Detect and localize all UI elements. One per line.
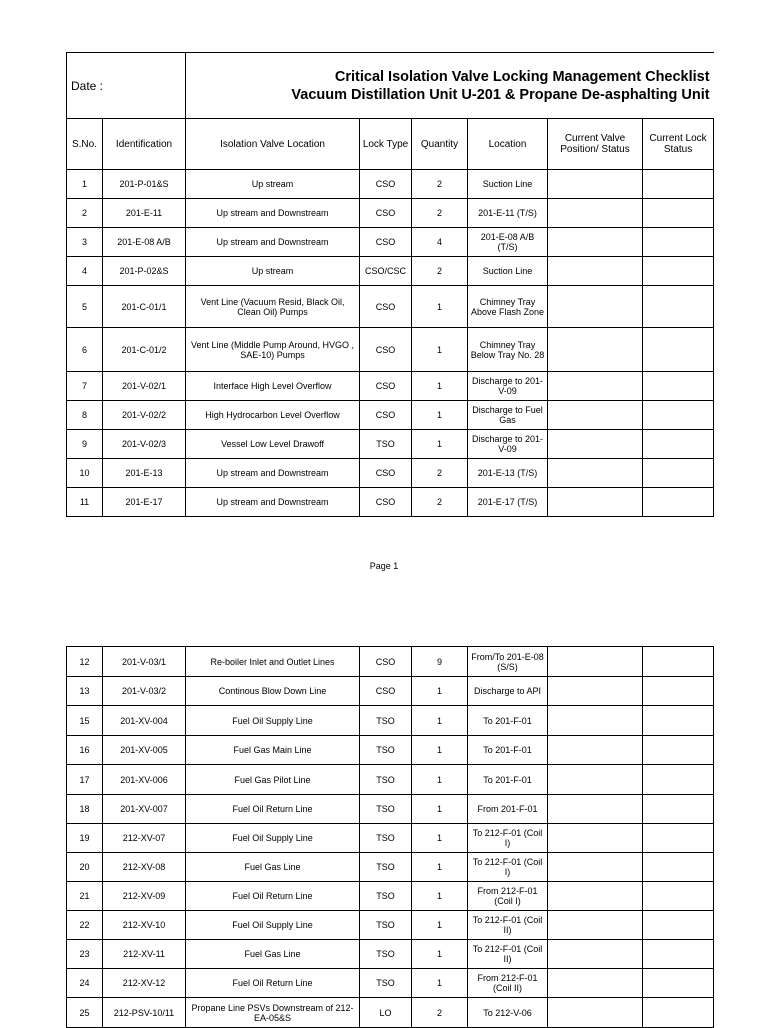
cell-sno: 16 [67, 736, 103, 765]
table-row [67, 824, 714, 853]
cell-location: Suction Line [468, 170, 548, 199]
cell-valve-position-status[interactable] [548, 736, 643, 765]
cell-identification: 212-XV-10 [103, 911, 186, 940]
table-row [67, 488, 714, 517]
cell-lock-type: TSO [360, 736, 412, 765]
cell-sno: 3 [67, 228, 103, 257]
cell-identification: 201-C-01/2 [103, 328, 186, 372]
page-1-sheet [66, 52, 714, 517]
table-row [67, 736, 714, 765]
date-label: Date : [67, 53, 186, 119]
cell-quantity: 1 [412, 911, 468, 940]
cell-lock-status[interactable] [643, 328, 714, 372]
cell-lock-type: TSO [360, 706, 412, 736]
table-row [67, 795, 714, 824]
cell-sno: 2 [67, 199, 103, 228]
cell-valve-position-status[interactable] [548, 328, 643, 372]
cell-lock-status[interactable] [643, 677, 714, 706]
table-row [67, 286, 714, 328]
cell-location: Suction Line [468, 257, 548, 286]
cell-location: Discharge to Fuel Gas [468, 401, 548, 430]
cell-location: Discharge to 201-V-09 [468, 372, 548, 401]
table-row [67, 372, 714, 401]
cell-valve-location: Fuel Gas Line [186, 853, 360, 882]
cell-quantity: 1 [412, 706, 468, 736]
cell-sno: 11 [67, 488, 103, 517]
cell-location: To 201-F-01 [468, 765, 548, 795]
cell-valve-location: Vent Line (Vacuum Resid, Black Oil, Clean Oil) Pumps [186, 286, 360, 328]
cell-quantity: 2 [412, 488, 468, 517]
cell-sno: 21 [67, 882, 103, 911]
column-header: Current Valve Position/ Status [548, 119, 643, 170]
table-row [67, 677, 714, 706]
table-row [67, 647, 714, 677]
table-row [67, 853, 714, 882]
cell-valve-location: Fuel Oil Return Line [186, 882, 360, 911]
checklist-title [186, 53, 714, 119]
table-row [67, 228, 714, 257]
cell-location: To 201-F-01 [468, 736, 548, 765]
table-row [67, 170, 714, 199]
cell-valve-position-status[interactable] [548, 706, 643, 736]
cell-sno: 17 [67, 765, 103, 795]
cell-lock-status[interactable] [643, 882, 714, 911]
cell-lock-status[interactable] [643, 824, 714, 853]
column-header: Lock Type [360, 119, 412, 170]
cell-valve-position-status[interactable] [548, 969, 643, 998]
column-header: Quantity [412, 119, 468, 170]
cell-sno: 25 [67, 998, 103, 1028]
column-header-row [67, 119, 714, 170]
cell-valve-position-status[interactable] [548, 488, 643, 517]
title-line-1: Critical Isolation Valve Locking Management Checklist [334, 68, 710, 85]
column-header: Location [468, 119, 548, 170]
cell-lock-type: TSO [360, 765, 412, 795]
cell-sno: 19 [67, 824, 103, 853]
cell-valve-position-status[interactable] [548, 459, 643, 488]
column-header: S.No. [67, 119, 103, 170]
cell-location: To 212-V-06 [468, 998, 548, 1028]
cell-lock-type: CSO [360, 228, 412, 257]
cell-location: To 212-F-01 (Coil I) [468, 824, 548, 853]
cell-lock-status[interactable] [643, 911, 714, 940]
cell-identification: 201-E-08 A/B [103, 228, 186, 257]
cell-valve-location: Fuel Oil Supply Line [186, 824, 360, 853]
cell-identification: 201-V-02/2 [103, 401, 186, 430]
cell-lock-type: CSO [360, 401, 412, 430]
cell-lock-type: TSO [360, 911, 412, 940]
cell-quantity: 1 [412, 286, 468, 328]
cell-quantity: 1 [412, 969, 468, 998]
cell-sno: 6 [67, 328, 103, 372]
cell-sno: 23 [67, 940, 103, 969]
cell-lock-status[interactable] [643, 795, 714, 824]
cell-lock-type: CSO [360, 677, 412, 706]
cell-valve-location: Up stream and Downstream [186, 459, 360, 488]
cell-valve-location: Up stream and Downstream [186, 228, 360, 257]
cell-identification: 201-C-01/1 [103, 286, 186, 328]
cell-lock-status[interactable] [643, 430, 714, 459]
cell-lock-type: LO [360, 998, 412, 1028]
cell-valve-location: Vessel Low Level Drawoff [186, 430, 360, 459]
cell-sno: 13 [67, 677, 103, 706]
cell-lock-status[interactable] [643, 257, 714, 286]
cell-quantity: 1 [412, 677, 468, 706]
cell-location: Chimney Tray Below Tray No. 28 [468, 328, 548, 372]
cell-lock-status[interactable] [643, 998, 714, 1028]
cell-lock-status[interactable] [643, 647, 714, 677]
cell-valve-position-status[interactable] [548, 882, 643, 911]
cell-identification: 201-V-03/2 [103, 677, 186, 706]
cell-quantity: 2 [412, 170, 468, 199]
table-row [67, 401, 714, 430]
cell-location: 201-E-17 (T/S) [468, 488, 548, 517]
cell-lock-status[interactable] [643, 199, 714, 228]
cell-quantity: 1 [412, 328, 468, 372]
cell-quantity: 1 [412, 401, 468, 430]
cell-quantity: 1 [412, 372, 468, 401]
cell-valve-location: Continous Blow Down Line [186, 677, 360, 706]
table-row [67, 998, 714, 1028]
cell-quantity: 2 [412, 998, 468, 1028]
cell-valve-position-status[interactable] [548, 286, 643, 328]
cell-sno: 15 [67, 706, 103, 736]
cell-quantity: 1 [412, 765, 468, 795]
cell-valve-position-status[interactable] [548, 199, 643, 228]
cell-quantity: 2 [412, 199, 468, 228]
cell-lock-type: TSO [360, 940, 412, 969]
cell-valve-location: Up stream and Downstream [186, 488, 360, 517]
cell-valve-location: Up stream [186, 170, 360, 199]
cell-location: From/To 201-E-08 (S/S) [468, 647, 548, 677]
cell-sno: 20 [67, 853, 103, 882]
cell-valve-position-status[interactable] [548, 257, 643, 286]
table-row [67, 706, 714, 736]
table-row [67, 969, 714, 998]
table-row [67, 199, 714, 228]
cell-location: Chimney Tray Above Flash Zone [468, 286, 548, 328]
cell-lock-status[interactable] [643, 765, 714, 795]
cell-location: From 212-F-01 (Coil II) [468, 969, 548, 998]
cell-valve-position-status[interactable] [548, 940, 643, 969]
page-2-sheet [66, 646, 714, 1028]
table-row [67, 257, 714, 286]
cell-valve-position-status[interactable] [548, 170, 643, 199]
cell-lock-status[interactable] [643, 940, 714, 969]
cell-lock-type: TSO [360, 795, 412, 824]
table-row [67, 328, 714, 372]
cell-sno: 1 [67, 170, 103, 199]
table-row [67, 882, 714, 911]
cell-valve-location: Propane Line PSVs Downstream of 212-EA-05&S [186, 998, 360, 1028]
cell-valve-position-status[interactable] [548, 795, 643, 824]
cell-identification: 201-XV-005 [103, 736, 186, 765]
cell-lock-status[interactable] [643, 401, 714, 430]
cell-identification: 201-V-03/1 [103, 647, 186, 677]
cell-location: From 212-F-01 (Coil I) [468, 882, 548, 911]
cell-quantity: 1 [412, 882, 468, 911]
cell-lock-status[interactable] [643, 853, 714, 882]
cell-sno: 10 [67, 459, 103, 488]
cell-quantity: 1 [412, 940, 468, 969]
cell-lock-type: TSO [360, 824, 412, 853]
cell-valve-location: Interface High Level Overflow [186, 372, 360, 401]
cell-location: 201-E-08 A/B (T/S) [468, 228, 548, 257]
cell-location: 201-E-13 (T/S) [468, 459, 548, 488]
cell-location: Discharge to API [468, 677, 548, 706]
cell-sno: 24 [67, 969, 103, 998]
cell-lock-status[interactable] [643, 459, 714, 488]
cell-location: To 212-F-01 (Coil II) [468, 940, 548, 969]
cell-valve-location: Re-boiler Inlet and Outlet Lines [186, 647, 360, 677]
cell-valve-location: Fuel Gas Pilot Line [186, 765, 360, 795]
cell-identification: 212-XV-08 [103, 853, 186, 882]
cell-lock-type: CSO [360, 199, 412, 228]
cell-identification: 201-XV-006 [103, 765, 186, 795]
title-line-2: Vacuum Distillation Unit U-201 & Propane De-asphalting Unit [291, 86, 710, 103]
cell-sno: 8 [67, 401, 103, 430]
cell-valve-location: Fuel Oil Return Line [186, 795, 360, 824]
cell-valve-position-status[interactable] [548, 647, 643, 677]
cell-quantity: 2 [412, 257, 468, 286]
checklist-table-page-1 [66, 52, 714, 517]
cell-lock-type: TSO [360, 882, 412, 911]
cell-lock-status[interactable] [643, 706, 714, 736]
cell-quantity: 1 [412, 824, 468, 853]
cell-lock-type: TSO [360, 969, 412, 998]
cell-sno: 22 [67, 911, 103, 940]
table-row [67, 940, 714, 969]
cell-sno: 4 [67, 257, 103, 286]
cell-lock-status[interactable] [643, 372, 714, 401]
cell-identification: 212-XV-09 [103, 882, 186, 911]
cell-lock-status[interactable] [643, 488, 714, 517]
cell-lock-type: CSO [360, 286, 412, 328]
cell-location: To 212-F-01 (Coil II) [468, 911, 548, 940]
cell-lock-status[interactable] [643, 286, 714, 328]
cell-lock-type: CSO [360, 459, 412, 488]
table-row [67, 911, 714, 940]
cell-lock-type: CSO [360, 170, 412, 199]
cell-valve-position-status[interactable] [548, 765, 643, 795]
cell-valve-location: High Hydrocarbon Level Overflow [186, 401, 360, 430]
cell-identification: 201-XV-004 [103, 706, 186, 736]
cell-lock-type: CSO [360, 328, 412, 372]
cell-lock-status[interactable] [643, 228, 714, 257]
cell-location: To 212-F-01 (Coil I) [468, 853, 548, 882]
table-row [67, 459, 714, 488]
cell-valve-position-status[interactable] [548, 401, 643, 430]
cell-lock-type: CSO [360, 488, 412, 517]
cell-valve-position-status[interactable] [548, 228, 643, 257]
cell-identification: 201-V-02/1 [103, 372, 186, 401]
cell-valve-location: Fuel Oil Supply Line [186, 911, 360, 940]
cell-lock-status[interactable] [643, 170, 714, 199]
cell-identification: 212-PSV-10/11 [103, 998, 186, 1028]
cell-identification: 201-E-17 [103, 488, 186, 517]
cell-lock-type: TSO [360, 853, 412, 882]
cell-location: 201-E-11 (T/S) [468, 199, 548, 228]
cell-quantity: 2 [412, 459, 468, 488]
cell-identification: 201-P-02&S [103, 257, 186, 286]
cell-identification: 201-E-11 [103, 199, 186, 228]
column-header: Isolation Valve Location [186, 119, 360, 170]
column-header: Current Lock Status [643, 119, 714, 170]
cell-valve-location: Up stream and Downstream [186, 199, 360, 228]
cell-valve-location: Fuel Oil Return Line [186, 969, 360, 998]
column-header: Identification [103, 119, 186, 170]
cell-sno: 18 [67, 795, 103, 824]
page-number: Page 1 [369, 561, 399, 571]
cell-quantity: 1 [412, 736, 468, 765]
cell-identification: 201-V-02/3 [103, 430, 186, 459]
cell-valve-position-status[interactable] [548, 372, 643, 401]
cell-valve-position-status[interactable] [548, 911, 643, 940]
cell-sno: 5 [67, 286, 103, 328]
cell-quantity: 1 [412, 795, 468, 824]
table-row [67, 765, 714, 795]
cell-lock-status[interactable] [643, 969, 714, 998]
cell-location: Discharge to 201-V-09 [468, 430, 548, 459]
cell-valve-location: Fuel Gas Line [186, 940, 360, 969]
cell-valve-location: Vent Line (Middle Pump Around, HVGO , SAE-10) Pumps [186, 328, 360, 372]
cell-sno: 7 [67, 372, 103, 401]
cell-valve-location: Fuel Gas Main Line [186, 736, 360, 765]
cell-lock-type: TSO [360, 430, 412, 459]
cell-valve-position-status[interactable] [548, 853, 643, 882]
cell-identification: 212-XV-11 [103, 940, 186, 969]
cell-sno: 9 [67, 430, 103, 459]
cell-identification: 201-P-01&S [103, 170, 186, 199]
cell-quantity: 1 [412, 430, 468, 459]
cell-sno: 12 [67, 647, 103, 677]
table-row [67, 430, 714, 459]
cell-valve-position-status[interactable] [548, 824, 643, 853]
cell-quantity: 1 [412, 853, 468, 882]
cell-lock-status[interactable] [643, 736, 714, 765]
cell-identification: 212-XV-07 [103, 824, 186, 853]
cell-valve-location: Up stream [186, 257, 360, 286]
cell-quantity: 4 [412, 228, 468, 257]
cell-valve-position-status[interactable] [548, 677, 643, 706]
cell-identification: 212-XV-12 [103, 969, 186, 998]
cell-quantity: 9 [412, 647, 468, 677]
cell-identification: 201-E-13 [103, 459, 186, 488]
cell-location: To 201-F-01 [468, 706, 548, 736]
cell-lock-type: CSO [360, 372, 412, 401]
cell-valve-position-status[interactable] [548, 998, 643, 1028]
cell-lock-type: CSO [360, 647, 412, 677]
checklist-table-page-2 [66, 646, 714, 1028]
cell-location: From 201-F-01 [468, 795, 548, 824]
cell-identification: 201-XV-007 [103, 795, 186, 824]
cell-lock-type: CSO/CSC [360, 257, 412, 286]
cell-valve-position-status[interactable] [548, 430, 643, 459]
cell-valve-location: Fuel Oil Supply Line [186, 706, 360, 736]
